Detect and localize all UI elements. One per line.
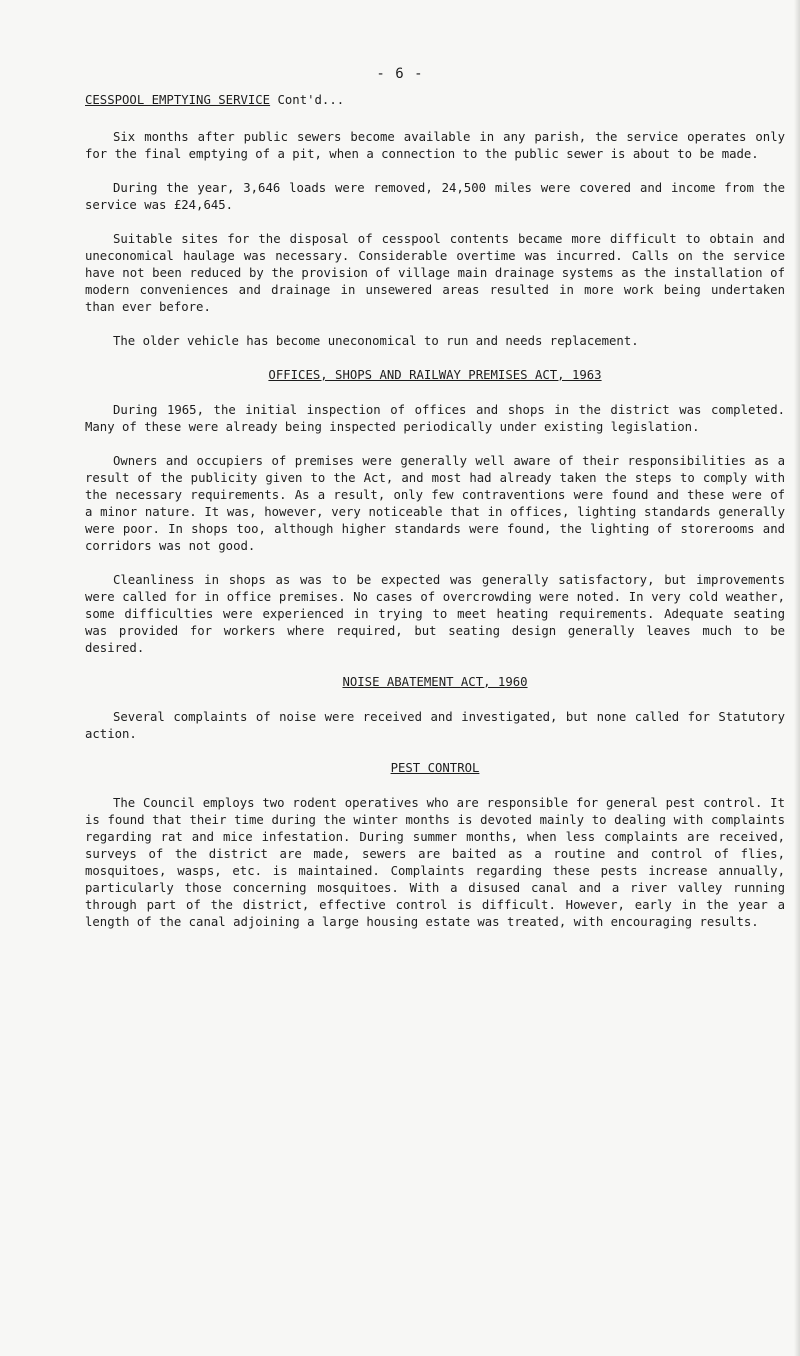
cesspool-heading-suffix: Cont'd... [270,93,345,107]
cesspool-heading-title: CESSPOOL EMPTYING SERVICE [85,93,271,107]
page-number: - 6 - [376,66,424,82]
pest-paragraph-1: The Council employs two rodent operatives who are responsible for general pest control. It is found that their time during the winter months is devoted mainly to dealing with complaints regarding rat and mice infestation. During summer months, when less complaints are received, surveys of the district are made, sewers are baited as a routine and control of flies, mosquitoes, wasps, etc. is maintained. Complaints regarding these pests increase annually, particularly those concerning mosquitoes. With a disused canal and a river valley running through part of the district, effective control is difficult. However, early in the year a length of the canal adjoining a large housing estate was treated, with encouraging results. [85,796,785,929]
cesspool-section-heading [85,92,785,109]
offices-section-heading: OFFICES, SHOPS AND RAILWAY PREMISES ACT, 1963 [268,368,602,382]
cesspool-paragraph-4: The older vehicle has become uneconomical to run and needs replacement. [113,334,639,348]
page-edge-shadow [794,0,800,1356]
noise-paragraph-1: Several complaints of noise were received and investigated, but none called for Statutory action. [85,710,785,741]
cesspool-paragraph-2: During the year, 3,646 loads were removed, 24,500 miles were covered and income from the service was £24,645. [85,181,785,212]
noise-section-heading: NOISE ABATEMENT ACT, 1960 [342,675,528,689]
cesspool-paragraph-3: Suitable sites for the disposal of cesspool contents became more difficult to obtain and uneconomical haulage was necessary. Considerable overtime was incurred. Calls on the service have not been reduced by the provision of village main drainage systems as the installation of modern conveniences and drainage in unsewered areas resulted in more work being undertaken than ever before. [85,232,785,314]
offices-paragraph-3: Cleanliness in shops as was to be expected was generally satisfactory, but improvements were called for in office premises. No cases of overcrowding were noted. In very cold weather, some difficulties were experienced in trying to meet heating requirements. Adequate seating was provided for workers where required, but seating design generally leaves much to be desired. [85,573,785,655]
document-body [85,92,785,948]
offices-paragraph-2: Owners and occupiers of premises were generally well aware of their responsibilities as a result of the publicity given to the Act, and most had already taken the steps to comply with the necessary requirements. As a result, only few contraventions were found and these were of a minor nature. It was, however, very noticeable that in offices, lighting standards generally were poor. In shops too, although higher standards were found, the lighting of storerooms and corridors was not good. [85,454,785,553]
cesspool-paragraph-1: Six months after public sewers become available in any parish, the service operates only for the final emptying of a pit, when a connection to the public sewer is about to be made. [85,130,785,161]
offices-paragraph-1: During 1965, the initial inspection of offices and shops in the district was completed. Many of these were already being inspected periodically under existing legislation. [85,403,785,434]
pest-section-heading: PEST CONTROL [390,761,480,775]
